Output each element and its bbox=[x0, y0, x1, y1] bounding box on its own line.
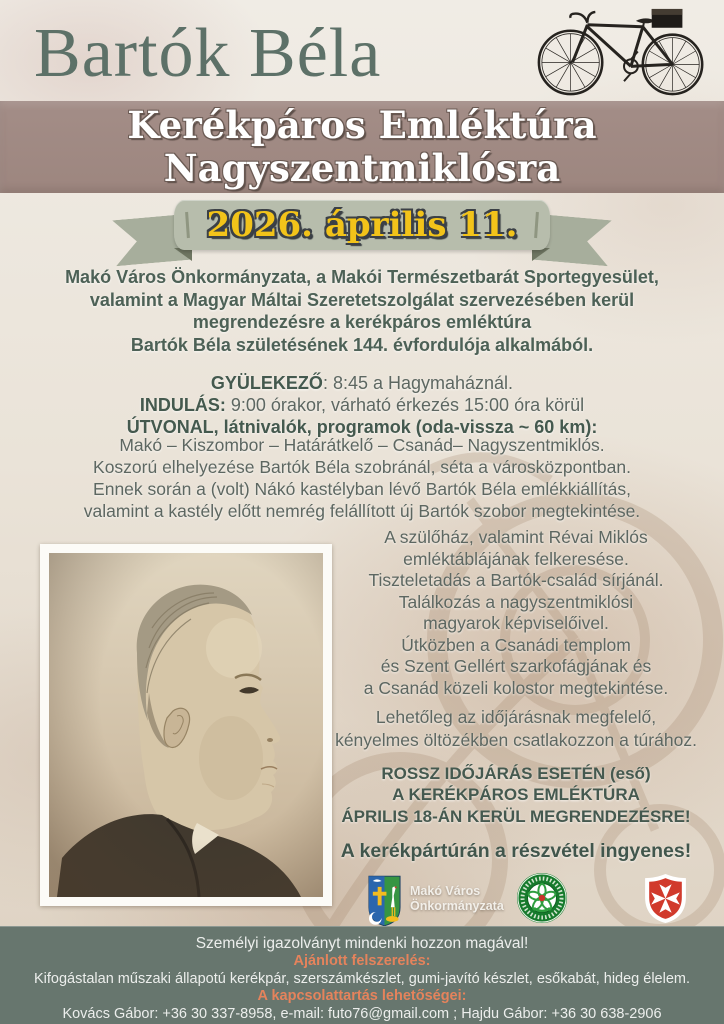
rain-line: ROSSZ IDŐJÁRÁS ESETÉN (eső) bbox=[381, 764, 651, 783]
banner-line-1: Kerékpáros Emléktúra bbox=[127, 103, 597, 147]
free-participation-note: A kerékpártúrán a részvétel ingyenes! bbox=[340, 839, 692, 862]
intro-line: Makó Város Önkormányzata, a Makói Természetbarát Sportegyesület, bbox=[65, 267, 659, 287]
program-line: Találkozás a nagyszentmiklósi bbox=[398, 591, 634, 612]
sports-club-logo bbox=[516, 872, 568, 924]
subtitle-banner bbox=[0, 101, 724, 193]
start-line bbox=[12, 394, 712, 416]
gathering-label: GYÜLEKEZŐ bbox=[210, 373, 323, 393]
clothing-advice bbox=[314, 706, 718, 752]
mako-caption-line: Önkormányzata bbox=[410, 899, 504, 913]
mako-logo-caption bbox=[410, 884, 504, 914]
route-paragraph bbox=[12, 434, 712, 522]
banner-line-2: Nagyszentmiklósra bbox=[163, 146, 561, 190]
bartok-portrait-photo bbox=[40, 544, 332, 906]
ribbon-mark-right bbox=[534, 212, 539, 238]
route-line: Makó – Kiszombor – Határátkelő – Csanád– Nagyszentmiklós. bbox=[119, 435, 605, 455]
maltese-cross-logo bbox=[644, 873, 687, 924]
program-line: a Csanád közeli kolostor megtekintése. bbox=[363, 677, 669, 698]
start-label: INDULÁS: bbox=[139, 395, 226, 415]
program-line: emléktáblájának felkeresése. bbox=[403, 548, 629, 569]
rain-line: A KERÉKPÁROS EMLÉKTÚRA bbox=[392, 785, 640, 805]
bicycle-illustration bbox=[530, 5, 720, 99]
weather-line: Lehetőleg az időjárásnak megfelelő, bbox=[375, 707, 657, 727]
gathering-line bbox=[12, 372, 712, 394]
event-date: 2026. április 11. bbox=[206, 205, 518, 245]
ribbon-band bbox=[174, 200, 550, 250]
route-header: ÚTVONAL, látnivalók, programok (oda-vissza ~ 60 km): bbox=[126, 417, 598, 437]
rain-line: ÁPRILIS 18-ÁN KERÜL MEGRENDEZÉSRE! bbox=[341, 806, 691, 826]
rain-date-notice bbox=[314, 763, 718, 827]
bartok-portrait bbox=[49, 553, 323, 897]
mako-caption-line: Makó Város bbox=[410, 884, 481, 898]
footer-info-strip bbox=[0, 926, 724, 1024]
route-line: Ennek során a (volt) Nákó kastélyban lévő Bartók Béla emlékkiállítás, bbox=[93, 479, 631, 499]
contact-text: Kovács Gábor: +36 30 337-8958, e-mail: futo76@gmail.com ; Hajdu Gábor: +36 30 638-2906 bbox=[62, 1006, 662, 1022]
right-column bbox=[314, 527, 718, 863]
program-line: A szülőház, valamint Révai Miklós bbox=[384, 527, 648, 547]
start-text: 9:00 órakor, várható érkezés 15:00 óra körül bbox=[230, 395, 585, 415]
program-line: és Szent Gellért szarkofágjának és bbox=[380, 656, 652, 676]
equipment-text: Kifogástalan műszaki állapotú kerékpár, szerszámkészlet, gumi-javító készlet, esőkabát, hideg élelem. bbox=[33, 971, 691, 987]
date-ribbon bbox=[116, 196, 608, 268]
equipment-label: Ajánlott felszerelés: bbox=[293, 953, 431, 969]
contact-label: A kapcsolattartás lehetőségei: bbox=[257, 988, 467, 1004]
weather-line: kényelmes öltözékben csatlakozzon a túrához. bbox=[335, 730, 697, 750]
organizers-paragraph bbox=[12, 266, 712, 356]
program-line: Tiszteletadás a Bartók-család sírjánál. bbox=[368, 570, 664, 590]
gathering-text: : 8:45 a Hagymaháznál. bbox=[322, 373, 514, 393]
poster-title: Bartók Béla bbox=[34, 15, 382, 92]
route-line: valamint a kastély előtt nemrég felállított új Bartók szobor megtekintése. bbox=[83, 501, 641, 521]
program-line: Útközben a Csanádi templom bbox=[401, 634, 631, 655]
intro-line: valamint a Magyar Máltai Szeretetszolgálat szervezésében kerül bbox=[89, 289, 635, 310]
ribbon-mark-left bbox=[185, 212, 190, 238]
program-paragraph bbox=[314, 527, 718, 699]
schedule-block bbox=[12, 372, 712, 438]
intro-line: megrendezésre a kerékpáros emléktúra bbox=[192, 312, 532, 332]
id-card-note: Személyi igazolványt mindenki hozzon magával! bbox=[195, 935, 529, 952]
mako-coat-of-arms bbox=[367, 874, 402, 927]
program-line: magyarok képviselőivel. bbox=[423, 613, 609, 633]
intro-line: Bartók Béla születésének 144. évfordulója alkalmából. bbox=[130, 334, 594, 355]
route-line: Koszorú elhelyezése Bartók Béla szobránál, séta a városközpontban. bbox=[93, 457, 631, 477]
